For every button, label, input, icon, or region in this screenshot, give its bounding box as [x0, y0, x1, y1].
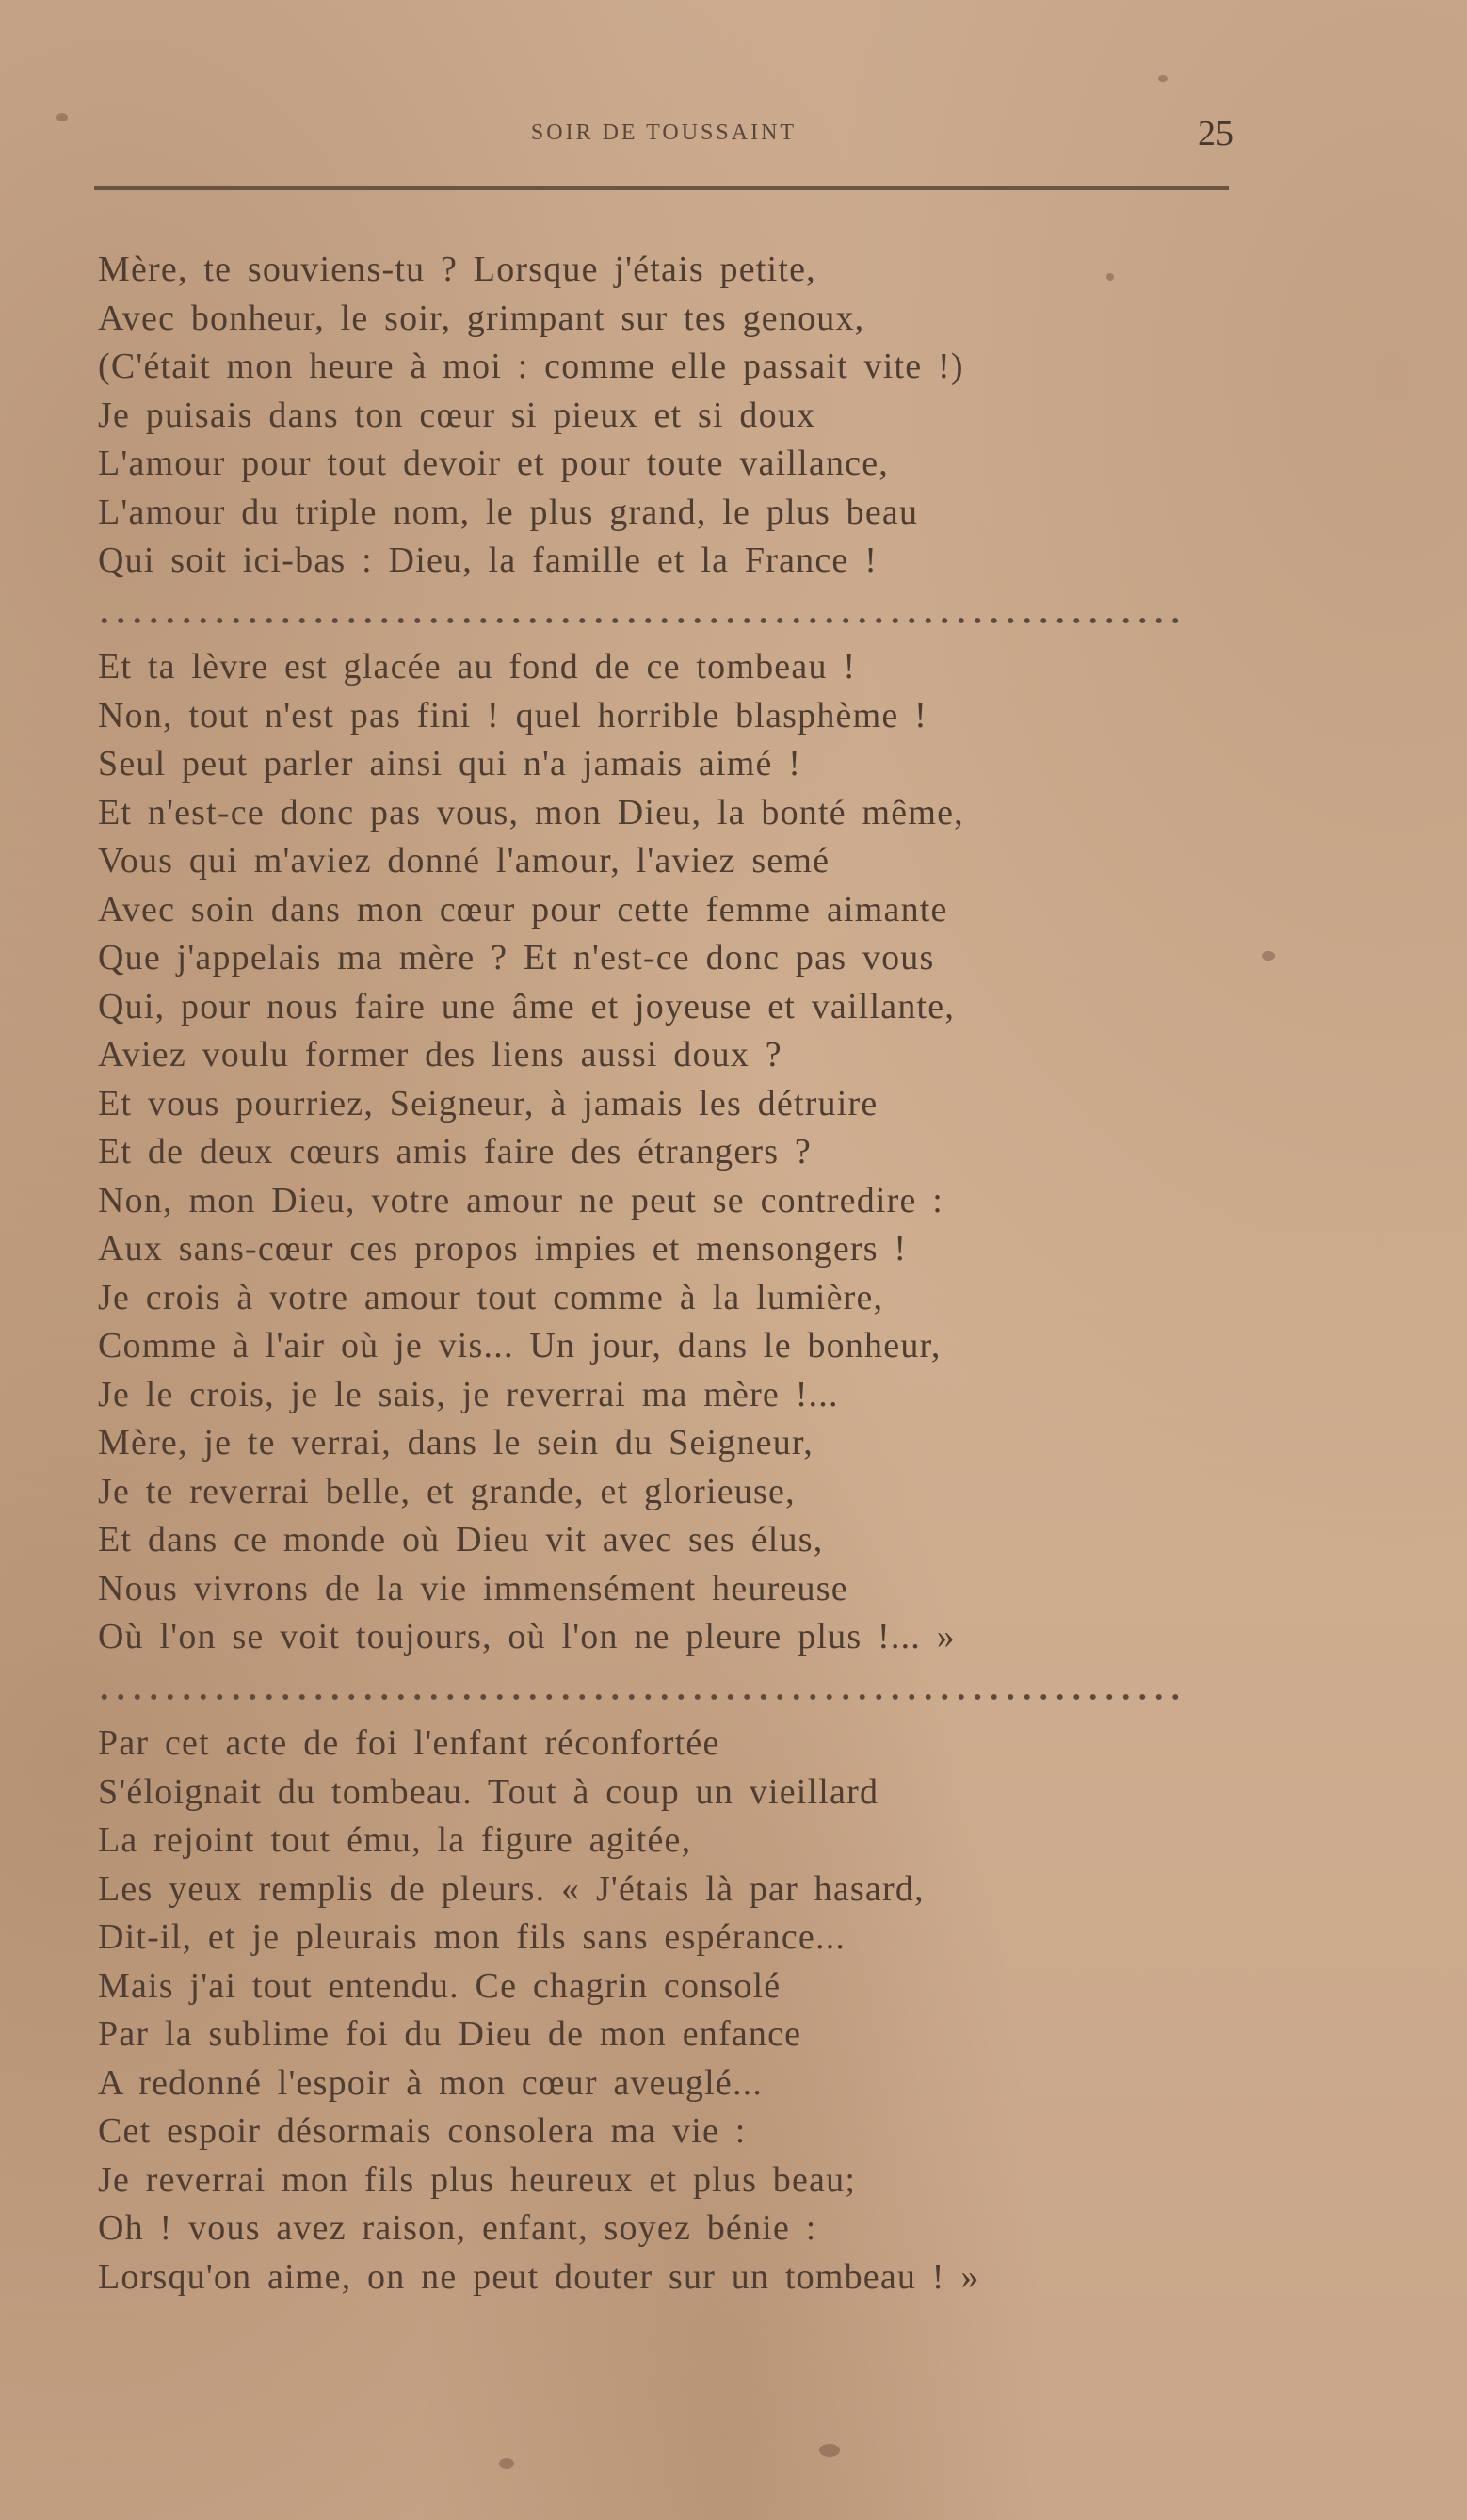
verse-line: Et ta lèvre est glacée au fond de ce tombeau ! — [98, 647, 857, 687]
verse-line: (C'était mon heure à moi : comme elle passait vite !) — [98, 347, 964, 386]
verse-line: Je le crois, je le sais, je reverrai ma mère !... — [98, 1374, 839, 1414]
page-number: 25 — [1198, 114, 1233, 153]
verse-line: Que j'appelais ma mère ? Et n'est-ce donc pas vous — [98, 938, 935, 977]
running-title: SOIR DE TOUSSAINT — [530, 121, 798, 145]
verse-line: Qui, pour nous faire une âme et joyeuse et vaillante, — [98, 986, 956, 1026]
verse-line: Et dans ce monde où Dieu vit avec ses élus, — [98, 1520, 824, 1559]
verse-line: L'amour du triple nom, le plus grand, le plus beau — [98, 492, 919, 532]
verse-line: Et de deux cœurs amis faire des étrangers ? — [98, 1132, 812, 1171]
paper-speck — [56, 113, 68, 121]
stanza-1 — [98, 246, 964, 586]
verse-line: Non, mon Dieu, votre amour ne peut se contredire : — [98, 1180, 944, 1220]
verse-line: Oh ! vous avez raison, enfant, soyez bénie : — [98, 2208, 817, 2248]
header-rule — [94, 186, 1229, 190]
verse-line: A redonné l'espoir à mon cœur aveuglé... — [98, 2062, 764, 2103]
verse-line: Mais j'ai tout entendu. Ce chagrin consolé — [98, 1965, 782, 2006]
verse-line: Non, tout n'est pas fini ! quel horrible blasphème ! — [98, 695, 927, 735]
verse-line: Avec soin dans mon cœur pour cette femme aimante — [98, 889, 948, 929]
verse-line: Les yeux remplis de pleurs. « J'étais là par hasard, — [98, 1868, 925, 1909]
verse-line: La rejoint tout ému, la figure agitée, — [98, 1820, 692, 1860]
verse-line: Dit-il, et je pleurais mon fils sans espérance... — [98, 1917, 846, 1957]
paper-speck — [1158, 75, 1168, 82]
verse-line: Où l'on se voit toujours, où l'on ne pleure plus !... » — [98, 1617, 956, 1656]
paper-speck — [819, 2444, 840, 2457]
verse-line: Seul peut parler ainsi qui n'a jamais aimé ! — [98, 744, 802, 783]
page-header — [94, 114, 1233, 158]
verse-line: Lorsqu'on aime, on ne peut douter sur un tombeau ! » — [98, 2256, 980, 2297]
stanza-3 — [98, 1720, 980, 2302]
verse-line: Aux sans-cœur ces propos impies et mensongers ! — [98, 1229, 908, 1268]
verse-line: Je te reverrai belle, et grande, et glorieuse, — [98, 1471, 796, 1511]
verse-line: Mère, te souviens-tu ? Lorsque j'étais petite, — [98, 250, 816, 289]
verse-line: Qui soit ici-bas : Dieu, la famille et la France ! — [98, 541, 879, 580]
verse-line: Et n'est-ce donc pas vous, mon Dieu, la bonté même, — [98, 792, 964, 832]
paper-speck — [1106, 273, 1114, 281]
verse-line: Nous vivrons de la vie immensément heureuse — [98, 1568, 848, 1608]
paper-speck — [499, 2458, 514, 2469]
dotted-separator — [96, 616, 1184, 625]
stanza-2 — [98, 643, 964, 1662]
paper-speck — [1262, 951, 1275, 961]
verse-line: Mère, je te verrai, dans le sein du Seigneur, — [98, 1423, 814, 1462]
dotted-separator — [96, 1692, 1184, 1702]
verse-line: L'amour pour tout devoir et pour toute vaillance, — [98, 444, 889, 483]
verse-line: Et vous pourriez, Seigneur, à jamais les détruire — [98, 1083, 879, 1123]
verse-line: Par cet acte de foi l'enfant réconfortée — [98, 1723, 720, 1763]
verse-line: Vous qui m'aviez donné l'amour, l'aviez semé — [98, 841, 830, 880]
verse-line: Par la sublime foi du Dieu de mon enfance — [98, 2014, 802, 2054]
verse-line: Je reverrai mon fils plus heureux et plus beau; — [98, 2159, 857, 2200]
verse-line: Je puisais dans ton cœur si pieux et si doux — [98, 395, 816, 435]
verse-line: Avec bonheur, le soir, grimpant sur tes genoux, — [98, 298, 865, 338]
verse-line: Cet espoir désormais consolera ma vie : — [98, 2111, 747, 2151]
verse-line: Comme à l'air où je vis... Un jour, dans le bonheur, — [98, 1326, 942, 1365]
verse-line: S'éloignait du tombeau. Tout à coup un vieillard — [98, 1771, 879, 1812]
verse-line: Aviez voulu former des liens aussi doux ? — [98, 1035, 782, 1074]
verse-line: Je crois à votre amour tout comme à la lumière, — [98, 1277, 884, 1317]
